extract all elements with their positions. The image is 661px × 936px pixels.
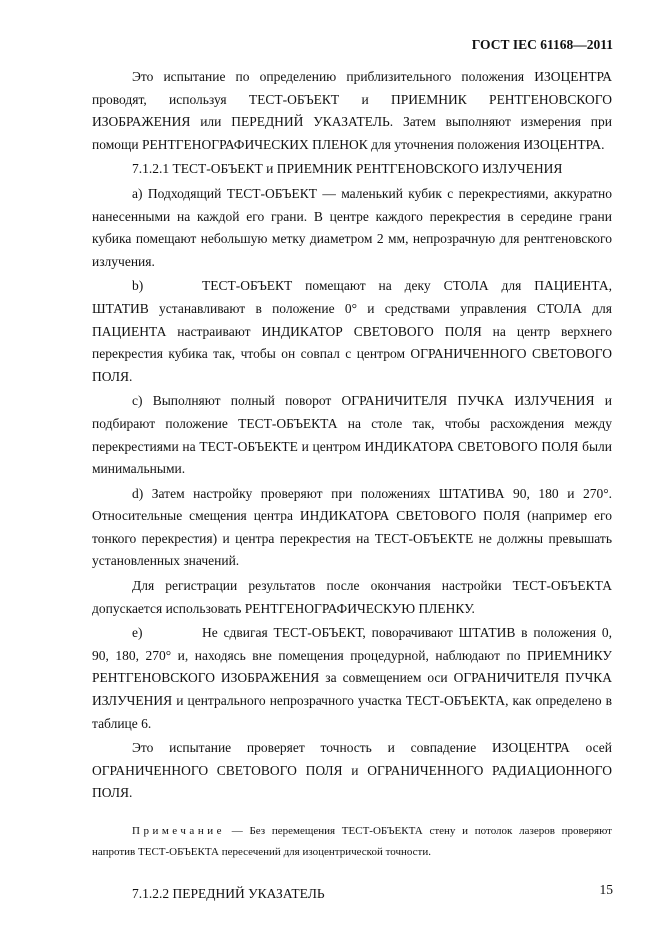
item-e-label: e) [132,625,143,641]
item-a: a) Подходящий ТЕСТ-ОБЪЕКТ — маленький кубик с перекрестиями, аккуратно нанесенными на каждой его грани. В центре каждого перекрестия в середине грани кубика помещают небольшую метку диаметром 2 мм, непрозрачную для рентгеновского излучения. [92,185,612,269]
note-text: — Без перемещения ТЕСТ-ОБЪЕКТА стену и потолок лазеров проверяют напротив ТЕСТ-ОБЪЕКТА пересечений для изоцентрической точности. [92,825,612,858]
item-d: d) Затем настройку проверяют при положениях ШТАТИВА 90, 180 и 270°. Относительные смещения центра ИНДИКАТОРА СВЕТОВОГО ПОЛЯ (например его тонкого перекрестия) и центра перекрестия на ТЕСТ-ОБЪЕКТЕ не должны превышать установленных значений. [92,485,612,569]
document-body [92,64,612,906]
item-e [92,622,612,735]
subsection-heading: 7.1.2.1 ТЕСТ-ОБЪЕКТ и ПРИЕМНИК РЕНТГЕНОВСКОГО ИЗЛУЧЕНИЯ [132,161,563,177]
next-section-heading: 7.1.2.2 ПЕРЕДНИЙ УКАЗАТЕЛЬ [132,886,325,901]
item-b-text: ТЕСТ-ОБЪЕКТ помещают на деку СТОЛА для ПАЦИЕНТА, ШТАТИВ устанавливают в положение 0° и средствами управления СТОЛА для ПАЦИЕНТА настраивают ИНДИКАТОР СВЕТОВОГО ПОЛЯ на центр верхнего перекрестия кубика так, чтобы он совпал с центром ОГРАНИЧЕННОГО СВЕТОВОГО ПОЛЯ. [92,278,612,384]
paragraph-intro: Это испытание по определению приблизительного положения ИЗОЦЕНТРА проводят, используя ТЕСТ-ОБЪЕКТ и ПРИЕМНИК РЕНТГЕНОВСКОГО ИЗОБРАЖЕНИЯ или ПЕРЕДНИЙ УКАЗАТЕЛЬ. Затем выполняют измерения при помощи РЕНТГЕНОГРАФИЧЕСКИХ ПЛЕНОК для уточнения положения ИЗОЦЕНТРА. [92,69,612,152]
page-number: 15 [599,882,613,897]
item-b-label: b) [132,278,144,294]
item-c: c) Выполняют полный поворот ОГРАНИЧИТЕЛЯ ПУЧКА ИЗЛУЧЕНИЯ и подбирают положение ТЕСТ-ОБЪЕКТА на столе так, чтобы расхождения между перекрестиями на ТЕСТ-ОБЪЕКТЕ и центром ИНДИКАТОРА СВЕТОВОГО ПОЛЯ были минимальными. [92,393,612,477]
paragraph-registration: Для регистрации результатов после окончания настройки ТЕСТ-ОБЪЕКТА допускается использовать РЕНТГЕНОГРАФИЧЕСКУЮ ПЛЕНКУ. [92,578,612,616]
note-label: Примечание [132,825,225,837]
item-b [92,275,612,388]
item-e-text: Не сдвигая ТЕСТ-ОБЪЕКТ, поворачивают ШТАТИВ в положения 0, 90, 180, 270° и, находясь вне помещения процедурной, наблюдают по ПРИЕМНИКУ РЕНТГЕНОВСКОГО ИЗОБРАЖЕНИЯ за совмещением оси ОГРАНИЧИТЕЛЯ ПУЧКА ИЗЛУЧЕНИЯ и центрального непрозрачного участка ТЕСТ-ОБЪЕКТА, как определено в таблице 6. [92,625,612,731]
standard-header: ГОСТ IEC 61168—2011 [471,37,613,52]
note [92,821,612,863]
paragraph-check: Это испытание проверяет точность и совпадение ИЗОЦЕНТРА осей ОГРАНИЧЕННОГО СВЕТОВОГО ПОЛЯ и ОГРАНИЧЕННОГО РАДИАЦИОННОГО ПОЛЯ. [92,740,612,801]
